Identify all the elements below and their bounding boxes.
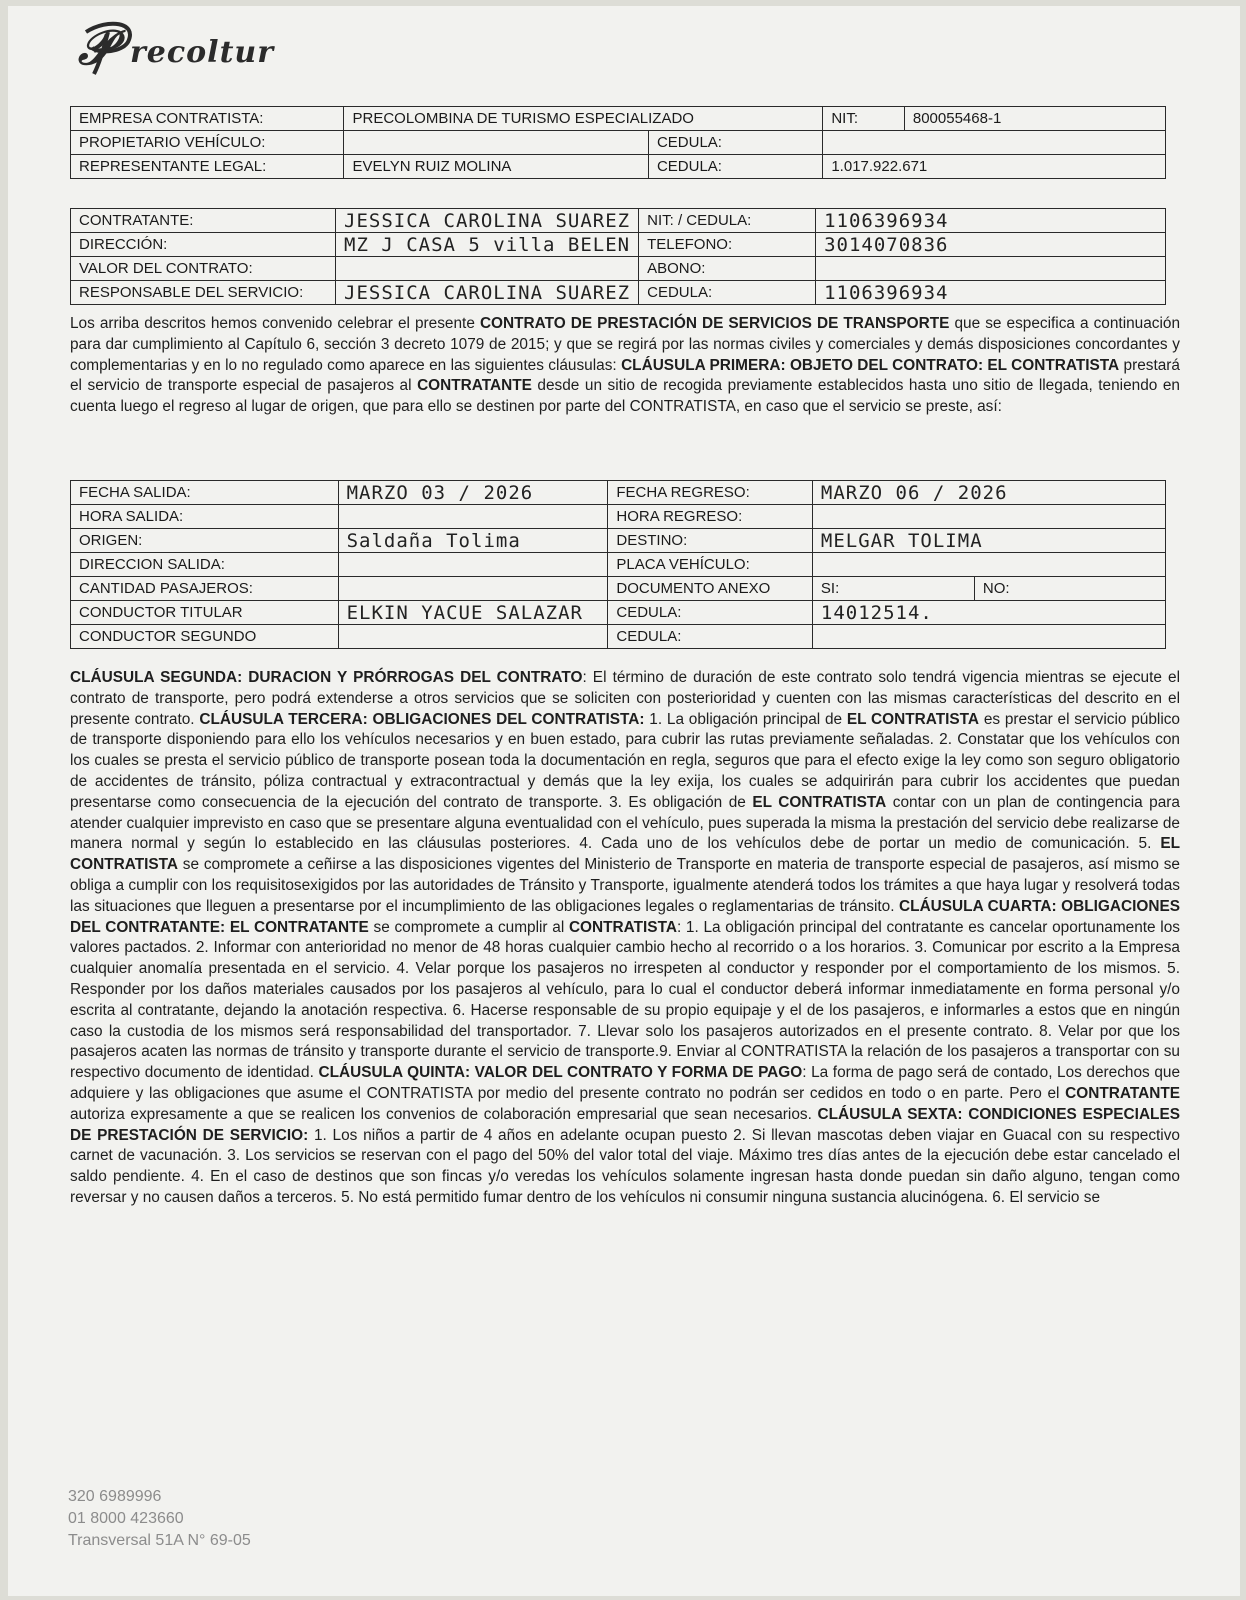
hora-regreso-value [812, 505, 1165, 529]
propietario-cedula-label: CEDULA: [648, 131, 822, 155]
origen-label: ORIGEN: [71, 529, 339, 553]
clause-second-title: CLÁUSULA SEGUNDA: DURACION Y PRÓRROGAS DEL CONTRATO [70, 669, 583, 686]
empresa-label: EMPRESA CONTRATISTA: [71, 107, 344, 131]
propietario-label: PROPIETARIO VEHÍCULO: [71, 131, 344, 155]
conductor-segundo-cedula-value [812, 625, 1165, 649]
logo-script-image [78, 18, 298, 78]
clause-third-text-1: 1. La obligación principal de [644, 710, 847, 728]
clause-third-bold-3: EL CONTRATISTA [70, 835, 1180, 874]
conductor-titular-cedula-label: CEDULA: [608, 601, 813, 625]
representante-cedula-label: CEDULA: [648, 155, 822, 179]
client-table [70, 208, 1166, 305]
hora-salida-value [338, 505, 608, 529]
contratante-value: JESSICA CAROLINA SUAREZ [336, 209, 639, 233]
hora-regreso-label: HORA REGRESO: [608, 505, 813, 529]
responsable-value: JESSICA CAROLINA SUAREZ [336, 281, 639, 305]
intro-text-2: que se especifica a continuación para dar cumplimiento al Capítulo 6, sección 3 decreto 1079 de 2015; y que se regirá por las normas civiles y comerciales y demás disposiciones concordantes y complementarias y en lo no regulado como aparece en las siguientes cláusulas: [70, 315, 1181, 374]
telefono-label: TELEFONO: [639, 233, 816, 257]
intro-text-4: desde un sitio de recogida previamente establecidos hasta uno sitio de llegada, teniendo en cuenta luego el regreso al lugar de origen, que para ello se destinen por parte del CONTRATISTA, en caso que el servicio se preste, así: [70, 377, 1180, 416]
clause-fourth-title: CLÁUSULA CUARTA: OBLIGACIONES DEL CONTRATANTE: EL CONTRATANTE [70, 897, 1180, 936]
conductor-segundo-cedula-label: CEDULA: [608, 625, 813, 649]
intro-bold-1: CONTRATO DE PRESTACIÓN DE SERVICIOS DE TRANSPORTE [479, 315, 950, 332]
intro-paragraph [70, 314, 1180, 418]
clause-fifth-text-1: : La forma de pago será de contado, Los derechos que adquiere y las obligaciones que asume el CONTRATISTA por medio del presente contrato no podrán ser cedidos en todo o en parte. Pero el [70, 1064, 1181, 1102]
clause-fifth-bold: CONTRATANTE [1065, 1084, 1180, 1102]
intro-text-3: prestará el servicio de transporte especial de pasajeros al [70, 356, 1180, 395]
fecha-regreso-value: MARZO 06 / 2026 [812, 481, 1165, 505]
clause-fourth-text-1: se compromete a cumplir al [368, 918, 569, 936]
destino-value: MELGAR TOLIMA [812, 529, 1165, 553]
fecha-salida-label: FECHA SALIDA: [71, 481, 339, 505]
origen-value: Saldaña Tolima [338, 529, 608, 553]
responsable-label: RESPONSABLE DEL SERVICIO: [71, 281, 336, 305]
clause-third-text-3: contar con un plan de contingencia para atender cualquier imprevisto en caso que se presentare alguna eventualidad con el vehículo, pues superada la misma la prestación del servicio debe realizarse de manera normal y según lo establecido en las cláusulas posteriores. 4. Cada uno de los vehículos debe de portar un medio de comunicación. 5. [70, 793, 1180, 853]
fecha-regreso-label: FECHA REGRESO: [608, 481, 813, 505]
telefono-value: 3014070836 [816, 233, 1166, 257]
clause-fifth-text-2: autoriza expresamente a que se realicen los convenios de colaboración empresarial que sean necesarios. [70, 1105, 818, 1123]
clause-fourth-text-2: : 1. La obligación principal del contratante es cancelar oportunamente los valores pactados. 2. Informar con anterioridad no menor de 48 horas cualquier cambio hecho al recorrido o a los horarios. 3. Comunicar por escrito a la Empresa cualquier anomalía presentada en el servicio. 4. Velar porque los pasajeros no irrespeten al conductor y responder por el comportamiento de los mismos. 5. Responder por los daños materiales causados por los pasajeros al vehículo, para lo cual el conductor deberá informar inmediatamente en forma personal y/o escrita al contratante, dejando la anotación respectiva. 6. Hacerse responsable de su propio equipaje y el de los pasajeros, e informarles a estos que en ningún caso la custodia de los mismos será responsabilidad del transportador. 7. Llevar solo los pasajeros autorizados en el presente contrato. 8. Velar por que los pasajeros acaten las normas de tránsito y transporte durante el servicio de transporte.9. Enviar al CONTRATISTA la relación de los pasajeros a transportar con su respectivo documento de identidad. [70, 918, 1180, 1082]
conductor-titular-value: ELKIN YACUE SALAZAR [338, 601, 608, 625]
clause-third-text-2: es prestar el servicio público de transporte disponiendo para ello los vehículos necesarios y en buen estado, para cubrir las rutas previamente señaladas. 2. Constatar que los vehículos con los cuales se presta el servicio público de transporte posean toda la documentación en regla, seguros que para el efecto exige la ley como son seguro obligatorio de accidentes de tránsito, póliza contractual y extracontractual y demás que la ley exija, los cuales se adquirirán para cubrir los accidentes que puedan presentarse como consecuencia de la ejecución del contrato de transporte. 3. Es obligación de [70, 710, 1180, 811]
abono-value [816, 257, 1166, 281]
destino-label: DESTINO: [608, 529, 813, 553]
company-logo [78, 18, 298, 89]
svg-text:recoltur: recoltur [130, 35, 275, 70]
propietario-value [344, 131, 648, 155]
direccion-salida-label: DIRECCION SALIDA: [71, 553, 339, 577]
company-table [70, 106, 1166, 179]
responsable-cedula-value: 1106396934 [816, 281, 1166, 305]
documento-anexo-label: DOCUMENTO ANEXO [608, 577, 813, 601]
contract-page [8, 6, 1240, 1596]
clause-sixth-text: 1. Los niños a partir de 4 años en adelante ocupan puesto 2. Si llevan mascotas deben viajar en Guacal con su respectivo carnet de vacunación. 3. Los servicios se reservan con el pago del 50% del valor total del viaje. Máximo tres días antes de la ejecución debe estar cancelado el saldo pendiente. 4. En el caso de destinos que son fincas y/o veredas los vehículos solamente ingresan hasta donde puedan sin daño alguno, tengan como reversar y no causen daños a terceros. 5. No está permitido fumar dentro de los vehículos ni consumir ninguna sustancia alucinógena. 6. El servicio se [70, 1126, 1180, 1206]
clauses-paragraph [70, 668, 1180, 1209]
direccion-value: MZ J CASA 5 villa BELEN [336, 233, 639, 257]
trip-table [70, 480, 1166, 649]
nit-label: NIT: [823, 107, 905, 131]
fecha-salida-value: MARZO 03 / 2026 [338, 481, 608, 505]
intro-text-1: Los arriba descritos hemos convenido celebrar el presente [70, 315, 480, 332]
footer-contact [68, 1486, 251, 1552]
nit-value: 800055468-1 [904, 107, 1165, 131]
footer-phone-1: 320 6989996 [68, 1488, 162, 1505]
clause-third-text-4: se compromete a ceñirse a las disposiciones vigentes del Ministerio de Transporte en materia de transporte especial de pasajeros, así mismo se obliga a cumplir con los requisitosexigidos por las autoridades de Tránsito y Transporte, igualmente atenderá todos los trámites a que haya lugar y resolverá todas las situaciones que lleguen a presentarse por el incumplimiento de las obligaciones legales o reglamentarias de tránsito. [70, 856, 1180, 915]
footer-address: Transversal 51A N° 69-05 [68, 1532, 251, 1549]
clause-third-bold-1: EL CONTRATISTA [846, 710, 980, 728]
documento-no-label: NO: [974, 577, 1165, 601]
clause-fourth-bold: CONTRATISTA [568, 918, 677, 936]
valor-contrato-label: VALOR DEL CONTRATO: [71, 257, 336, 281]
conductor-segundo-value [338, 625, 608, 649]
conductor-titular-cedula-value: 14012514. [812, 601, 1165, 625]
valor-contrato-value [336, 257, 639, 281]
footer-phone-2: 01 8000 423660 [68, 1510, 184, 1527]
documento-si-label: SI: [812, 577, 974, 601]
svg-text:𝒫: 𝒫 [78, 20, 114, 76]
hora-salida-label: HORA SALIDA: [71, 505, 339, 529]
direccion-label: DIRECCIÓN: [71, 233, 336, 257]
empresa-value: PRECOLOMBINA DE TURISMO ESPECIALIZADO [344, 107, 823, 131]
responsable-cedula-label: CEDULA: [639, 281, 816, 305]
clause-second-text: : El término de duración de este contrato solo tendrá vigencia mientras se ejecute el contrato de transporte, pero podrá extenderse a otros servicios que se soliciten con posterioridad y cuenten con las mismas características del descrito en el presente contrato. [70, 669, 1180, 728]
representante-cedula-value: 1.017.922.671 [823, 155, 1166, 179]
representante-value: EVELYN RUIZ MOLINA [344, 155, 648, 179]
direccion-salida-value [338, 553, 608, 577]
propietario-cedula-value [823, 131, 1166, 155]
conductor-titular-label: CONDUCTOR TITULAR [71, 601, 339, 625]
clause-third-title: CLÁUSULA TERCERA: OBLIGACIONES DEL CONTRATISTA: [199, 710, 645, 728]
clause-sixth-title: CLÁUSULA SEXTA: CONDICIONES ESPECIALES DE PRESTACIÓN DE SERVICIO: [70, 1105, 1180, 1144]
clause-fifth-title: CLÁUSULA QUINTA: VALOR DEL CONTRATO Y FORMA DE PAGO [318, 1064, 803, 1082]
placa-value [812, 553, 1165, 577]
representante-label: REPRESENTANTE LEGAL: [71, 155, 344, 179]
nit-cedula-label: NIT: / CEDULA: [639, 209, 816, 233]
abono-label: ABONO: [639, 257, 816, 281]
nit-cedula-value: 1106396934 [816, 209, 1166, 233]
placa-label: PLACA VEHÍCULO: [608, 553, 813, 577]
cantidad-label: CANTIDAD PASAJEROS: [71, 577, 339, 601]
cantidad-value [338, 577, 608, 601]
contratante-label: CONTRATANTE: [71, 209, 336, 233]
intro-bold-3: CONTRATANTE [417, 377, 532, 395]
conductor-segundo-label: CONDUCTOR SEGUNDO [71, 625, 339, 649]
clause-first-title: CLÁUSULA PRIMERA: OBJETO DEL CONTRATO: EL CONTRATISTA [621, 356, 1120, 374]
clause-third-bold-2: EL CONTRATISTA [752, 793, 887, 811]
